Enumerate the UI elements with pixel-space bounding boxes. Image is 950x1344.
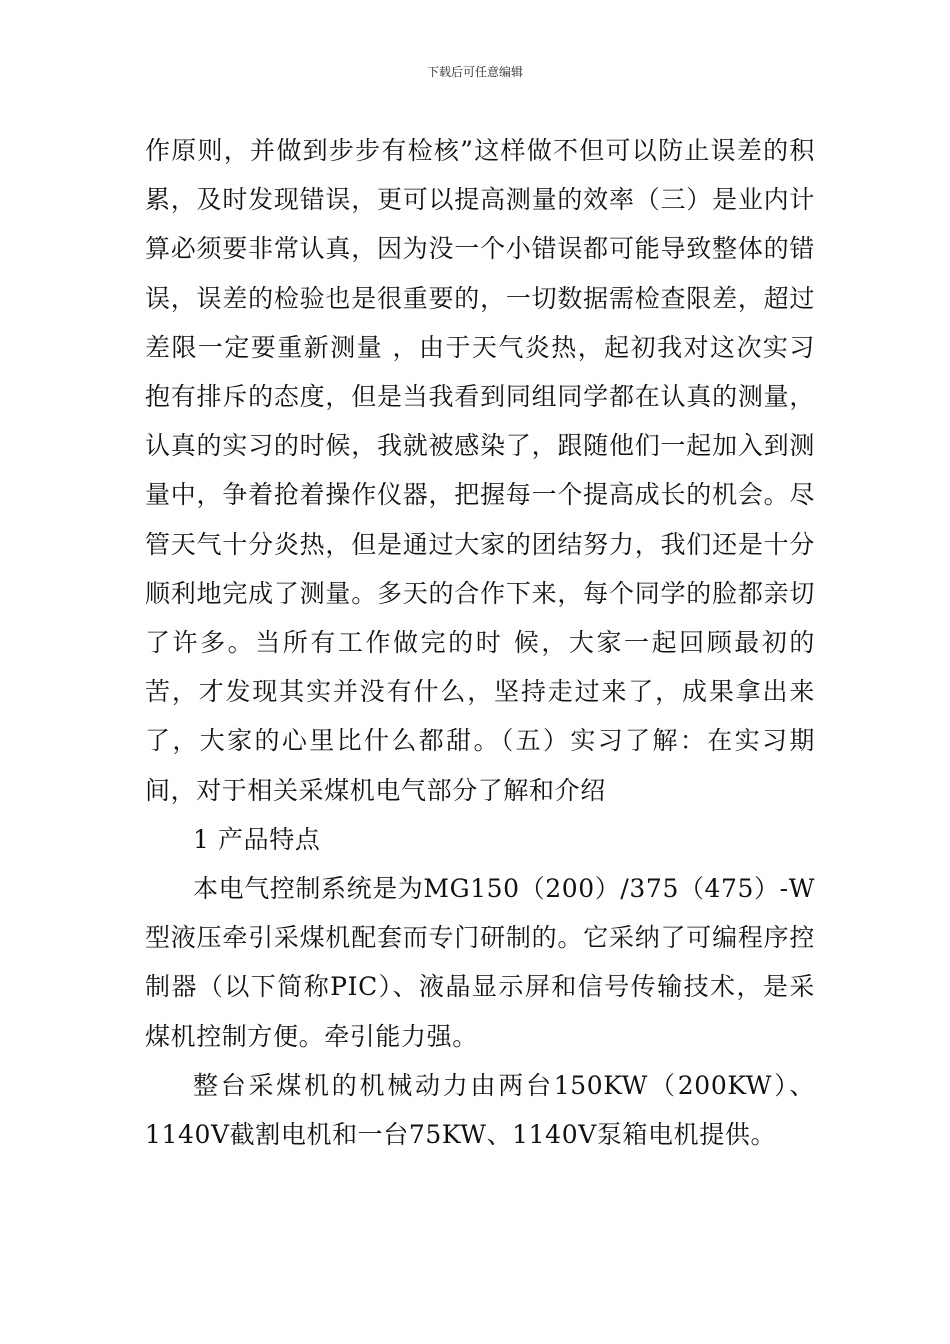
page-header-note: 下载后可任意编辑 <box>426 65 523 79</box>
paragraph-mechanical-power: 整台采煤机的机械动力由两台150KW（200KW）、1140V截割电机和一台75KW、1140V泵箱电机提供。 <box>145 1070 815 1150</box>
document-body <box>145 126 815 1159</box>
paragraph-continued-report: 作原则，并做到步步有检核”这样做不但可以防止误差的积累，及时发现错误，更可以提高测量的效率（三）是业内计算必须要非常认真，因为没一个小错误都可能导致整体的错误，误差的检验也是很重要的，一切数据需检查限差，超过差限一定要重新测量 ，由于天气炎热，起初我对这次实习抱有排斥的态度，但是当我看到同组同学都在认真的测量，认真的实习的时候，我就被感染了，跟随他们一起加入到测量中，争着抢着操作仪器，把握每一个提高成长的机会。尽管天气十分炎热，但是通过大家的团结努力，我们还是十分顺利地完成了测量。多天的合作下来，每个同学的脸都亲切了许多。当所有工作做完的时 候，大家一起回顾最初的苦，才发现其实并没有什么，坚持走过来了，成果拿出来了，大家的心里比什么都甜。（五）实习了解：在实习期间，对于相关采煤机电气部分了解和介绍 <box>145 136 815 805</box>
paragraph-control-system: 本电气控制系统是为MG150（200）/375（475）-W型液压牵引采煤机配套而专门研制的。它采纳了可编程序控制器（以下简称PIC）、液晶显示屏和信号传输技术，是采煤机控制方便。牵引能力强。 <box>145 874 816 1051</box>
section-heading-product-features: 1 产品特点 <box>193 824 321 854</box>
